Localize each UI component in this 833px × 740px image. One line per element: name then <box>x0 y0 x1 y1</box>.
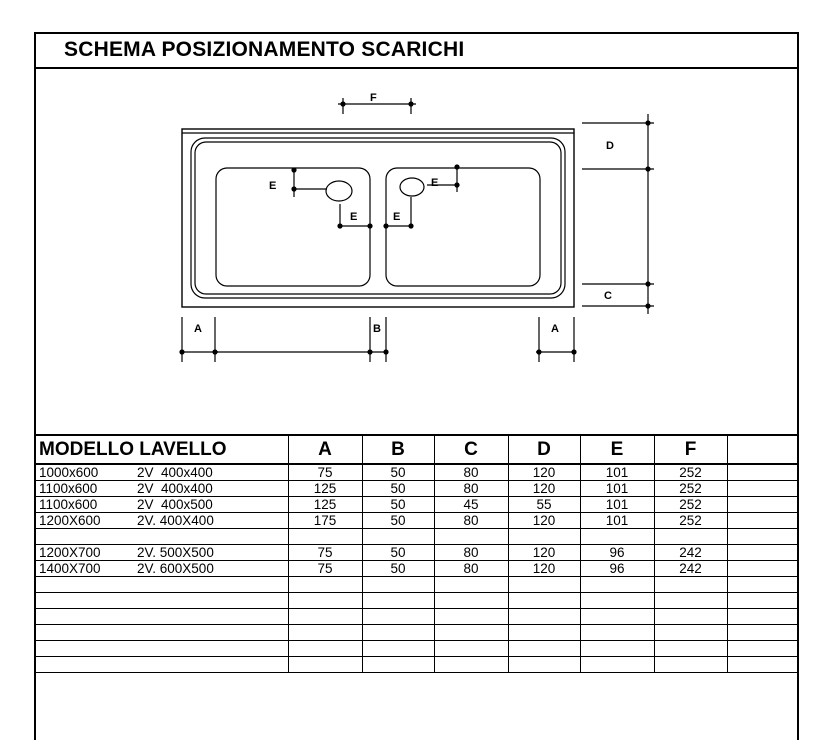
value-d <box>508 529 580 545</box>
value-c: 80 <box>434 513 508 529</box>
model-cell <box>36 497 288 513</box>
bowl-config: 2V 400x500 <box>137 497 213 512</box>
value-e <box>580 625 654 641</box>
extra-cell <box>727 657 797 673</box>
value-f: 242 <box>654 561 727 577</box>
model-cell <box>36 609 288 625</box>
value-d: 120 <box>508 561 580 577</box>
table-row <box>36 561 797 577</box>
value-f: 252 <box>654 497 727 513</box>
header-d: D <box>508 435 580 464</box>
value-b <box>362 625 434 641</box>
model-size: 1200X700 <box>39 545 101 560</box>
value-d: 120 <box>508 464 580 481</box>
model-cell <box>36 545 288 561</box>
header-a: A <box>288 435 362 464</box>
value-f <box>654 593 727 609</box>
value-e <box>580 529 654 545</box>
table-row <box>36 529 797 545</box>
model-cell <box>36 561 288 577</box>
value-f <box>654 657 727 673</box>
value-d <box>508 641 580 657</box>
value-e: 101 <box>580 513 654 529</box>
value-f <box>654 641 727 657</box>
value-b: 50 <box>362 481 434 497</box>
dimension-f <box>338 98 416 114</box>
value-e <box>580 609 654 625</box>
table-row <box>36 593 797 609</box>
model-size: 1200X600 <box>39 513 101 528</box>
table-header-row <box>36 435 797 464</box>
bowl-config: 2V. 500X500 <box>137 545 214 560</box>
header-model: MODELLO LAVELLO <box>36 435 288 464</box>
label-c: C <box>604 290 612 302</box>
value-d: 120 <box>508 545 580 561</box>
model-size: 1100x600 <box>39 497 98 512</box>
value-f: 252 <box>654 464 727 481</box>
value-d <box>508 609 580 625</box>
value-c <box>434 657 508 673</box>
value-a <box>288 529 362 545</box>
bowl-config: 2V 400x400 <box>137 465 213 480</box>
label-e-left-lower: E <box>350 211 358 223</box>
drain-positioning-sheet <box>34 32 799 740</box>
value-e <box>580 657 654 673</box>
value-c <box>434 641 508 657</box>
value-b: 50 <box>362 497 434 513</box>
value-e: 101 <box>580 497 654 513</box>
value-d: 120 <box>508 481 580 497</box>
extra-cell <box>727 641 797 657</box>
label-e-right-upper: E <box>431 177 439 189</box>
dimension-d-c <box>582 114 654 314</box>
value-b: 50 <box>362 561 434 577</box>
value-e: 101 <box>580 481 654 497</box>
table-row <box>36 609 797 625</box>
extra-cell <box>727 529 797 545</box>
label-f: F <box>370 92 377 104</box>
header-b: B <box>362 435 434 464</box>
extra-cell <box>727 513 797 529</box>
extra-cell <box>727 577 797 593</box>
value-d <box>508 625 580 641</box>
left-drain-hole <box>326 181 352 201</box>
table-row <box>36 513 797 529</box>
model-size: 1400X700 <box>39 561 101 576</box>
value-e: 96 <box>580 561 654 577</box>
value-b: 50 <box>362 464 434 481</box>
label-e-right-lower: E <box>393 211 401 223</box>
bowl-config: 2V 400x400 <box>137 481 213 496</box>
model-size: 1100x600 <box>39 481 98 496</box>
label-d: D <box>606 140 614 152</box>
value-c: 80 <box>434 545 508 561</box>
value-f <box>654 625 727 641</box>
value-c: 80 <box>434 464 508 481</box>
value-f: 252 <box>654 481 727 497</box>
value-c: 80 <box>434 561 508 577</box>
model-cell <box>36 641 288 657</box>
label-a-left: A <box>194 323 202 335</box>
value-c <box>434 593 508 609</box>
label-a-right: A <box>551 323 559 335</box>
model-cell <box>36 529 288 545</box>
extra-cell <box>727 464 797 481</box>
left-bowl <box>216 168 370 286</box>
value-b <box>362 577 434 593</box>
value-b: 50 <box>362 545 434 561</box>
bowl-config: 2V. 400X400 <box>137 513 214 528</box>
header-extra <box>727 435 797 464</box>
value-c: 45 <box>434 497 508 513</box>
model-size: 1000x600 <box>39 465 99 480</box>
value-e <box>580 641 654 657</box>
value-d <box>508 577 580 593</box>
value-c <box>434 577 508 593</box>
value-a: 75 <box>288 545 362 561</box>
value-a <box>288 641 362 657</box>
value-f <box>654 609 727 625</box>
model-cell <box>36 481 288 497</box>
value-c <box>434 529 508 545</box>
model-cell <box>36 625 288 641</box>
value-a <box>288 609 362 625</box>
model-cell <box>36 464 288 481</box>
dimension-e <box>292 165 459 228</box>
extra-cell <box>727 561 797 577</box>
value-e <box>580 593 654 609</box>
value-a <box>288 577 362 593</box>
value-d: 120 <box>508 513 580 529</box>
value-b <box>362 609 434 625</box>
value-b <box>362 529 434 545</box>
table-row <box>36 545 797 561</box>
value-c <box>434 625 508 641</box>
value-d: 55 <box>508 497 580 513</box>
value-a <box>288 625 362 641</box>
value-a: 125 <box>288 497 362 513</box>
value-a: 75 <box>288 464 362 481</box>
sink-drawing <box>36 34 797 434</box>
value-c: 80 <box>434 481 508 497</box>
page-title: SCHEMA POSIZIONAMENTO SCARICHI <box>64 38 465 61</box>
header-f: F <box>654 435 727 464</box>
bowl-config: 2V. 600X500 <box>137 561 214 576</box>
value-e <box>580 577 654 593</box>
value-b: 50 <box>362 513 434 529</box>
sink-outline <box>182 129 574 307</box>
value-b <box>362 657 434 673</box>
extra-cell <box>727 497 797 513</box>
table-row <box>36 641 797 657</box>
table-body <box>36 464 797 673</box>
extra-cell <box>727 481 797 497</box>
dimensions-table <box>36 434 797 673</box>
model-cell <box>36 513 288 529</box>
label-e-left-upper: E <box>269 180 277 192</box>
value-b <box>362 593 434 609</box>
value-d <box>508 593 580 609</box>
header-e: E <box>580 435 654 464</box>
header-c: C <box>434 435 508 464</box>
extra-cell <box>727 593 797 609</box>
value-a <box>288 593 362 609</box>
table-row <box>36 481 797 497</box>
value-b <box>362 641 434 657</box>
value-e: 96 <box>580 545 654 561</box>
value-f: 242 <box>654 545 727 561</box>
table-row <box>36 577 797 593</box>
table-row <box>36 657 797 673</box>
model-cell <box>36 593 288 609</box>
value-a: 75 <box>288 561 362 577</box>
value-c <box>434 609 508 625</box>
model-cell <box>36 657 288 673</box>
right-drain-hole <box>400 178 424 196</box>
extra-cell <box>727 609 797 625</box>
value-f <box>654 529 727 545</box>
value-d <box>508 657 580 673</box>
table-row <box>36 625 797 641</box>
extra-cell <box>727 625 797 641</box>
value-f <box>654 577 727 593</box>
value-e: 101 <box>580 464 654 481</box>
value-a <box>288 657 362 673</box>
value-a: 125 <box>288 481 362 497</box>
label-b: B <box>373 323 381 335</box>
table-row <box>36 464 797 481</box>
extra-cell <box>727 545 797 561</box>
value-f: 252 <box>654 513 727 529</box>
table-row <box>36 497 797 513</box>
value-a: 175 <box>288 513 362 529</box>
model-cell <box>36 577 288 593</box>
